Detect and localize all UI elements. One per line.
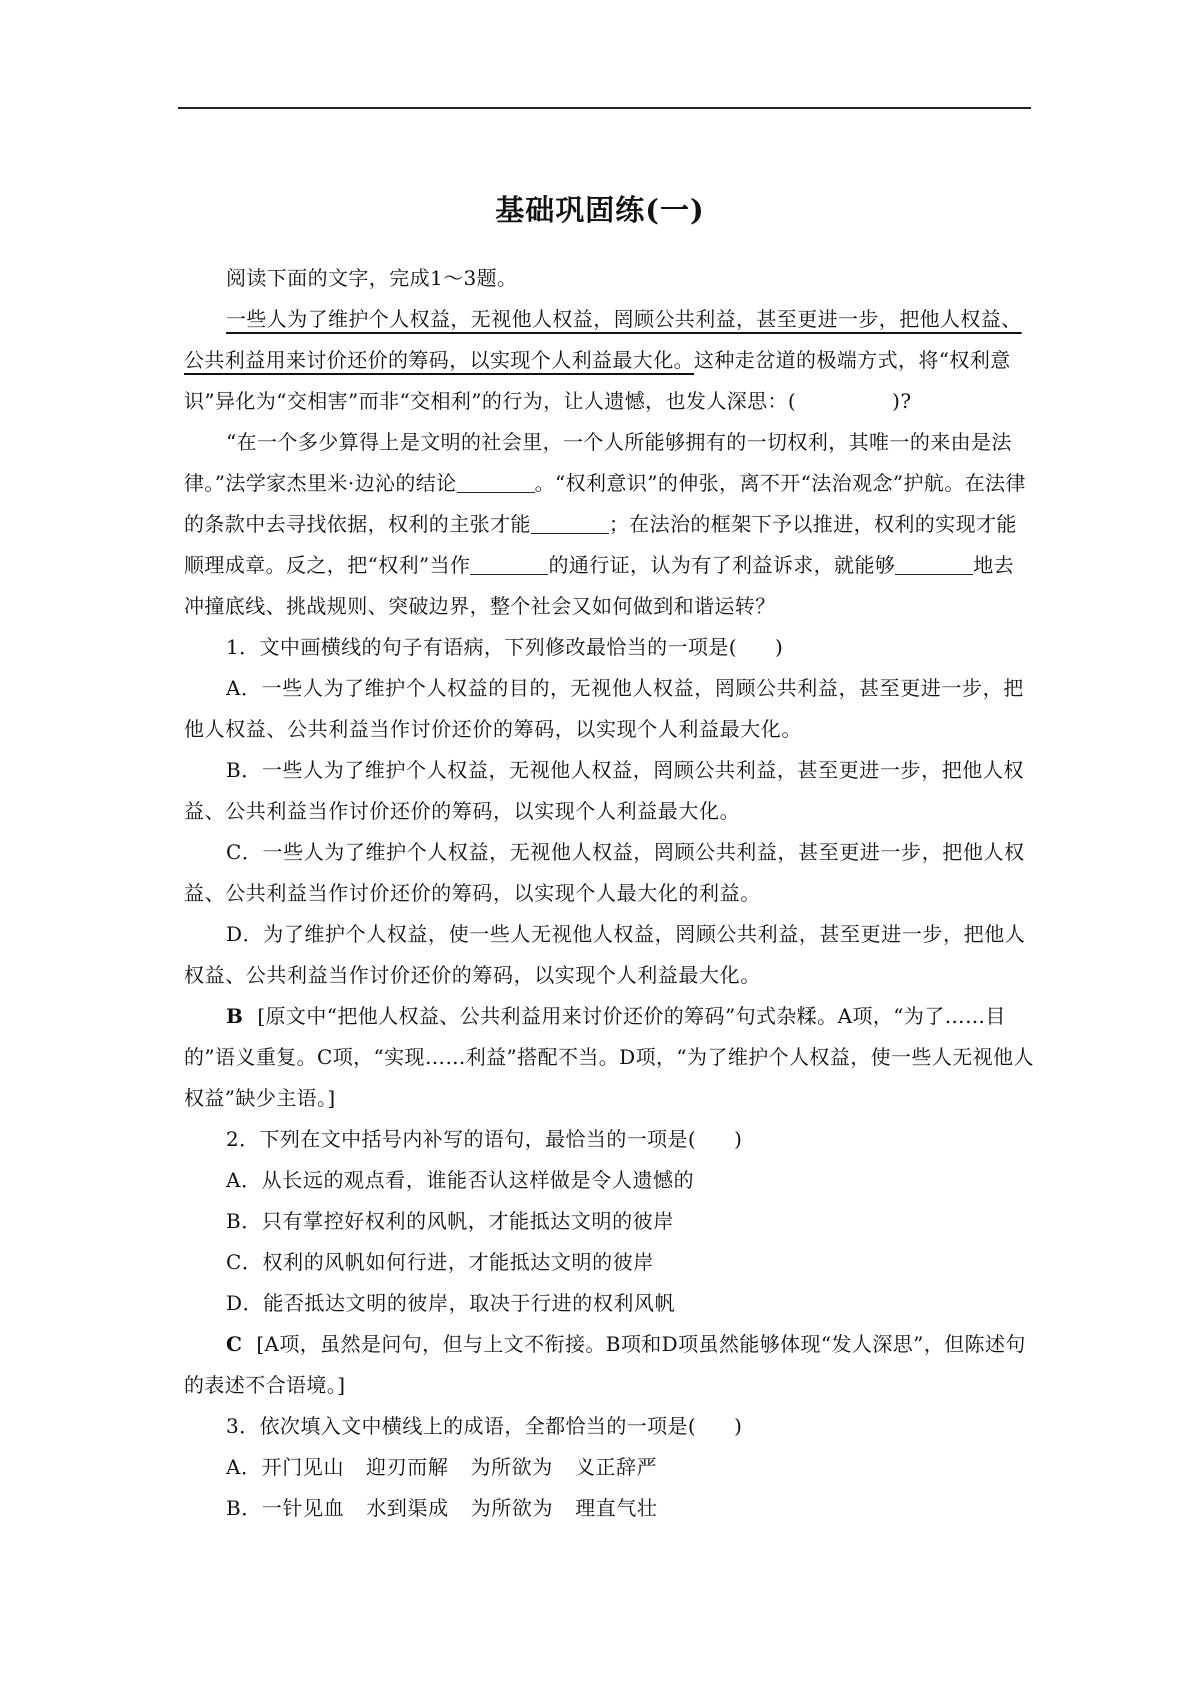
idiom: 义正辞严 [574,1455,658,1479]
question-2-option-d: D．能否抵达文明的彼岸，取决于行进的权利风帆 [226,1291,676,1315]
header-rule [178,107,1031,109]
question-3-stem [184,1406,1034,1447]
underlined-sentence: 一些人为了维护个人权益，无视他人权益，罔顾公共利益，甚至更进一步，把他人权益、公共利益用来讨价还价的筹码，以实现个人利益最大化。 [184,307,1022,372]
question-1-answer [184,996,1034,1119]
question-2-option-b: B．只有掌控好权利的风帆，才能抵达文明的彼岸 [226,1209,674,1233]
page-title: 基础巩固练(一) [495,193,705,227]
question-1-option-a: A．一些人为了维护个人权益的目的，无视他人权益，罔顾公共利益，甚至更进一步，把他人权益、公共利益当作讨价还价的筹码，以实现个人利益最大化。 [184,676,1024,741]
fill-blank-1 [457,472,535,493]
question-1-option-c: C．一些人为了维护个人权益，无视他人权益，罔顾公共利益，甚至更进一步，把他人权益、公共利益当作讨价还价的筹码，以实现个人最大化的利益。 [184,840,1025,905]
fill-blank-4 [895,554,973,575]
question-3-option-b [184,1488,1034,1529]
answer-letter: C [226,1332,243,1356]
fill-blank-3 [470,554,548,575]
question-text: ) [734,1414,743,1438]
question-text: ) [734,1127,743,1151]
reading-instruction: 阅读下面的文字，完成1～3题。 [226,266,518,290]
passage-paragraph-1 [184,299,1034,422]
passage-text: 这种走岔道的极端方式，将“权利意识”异化为“交相害”而非“交相利”的行为，让人遗憾，也发人深思：( [184,348,1011,413]
passage-text: ；在法治的框架下予以推进，权利的实现才能顺理成章。反之，把“权利”当作 [184,512,1017,577]
question-2-stem [184,1119,1034,1160]
idiom: 理直气壮 [575,1496,658,1520]
answer-explanation: [原文中“把他人权益、公共利益用来讨价还价的筹码”句式杂糅。A项，“为了……目的”语义重复。C项，“实现……利益”搭配不当。D项，“为了维护个人权益，使一些人无视他人权益”缺少主语。] [184,1004,1034,1110]
question-text: 3．依次填入文中横线上的成语，全都恰当的一项是( [226,1414,697,1438]
document-body [184,258,1034,1529]
question-1-stem [184,627,1034,668]
question-2-option-c: C．权利的风帆如何行进，才能抵达文明的彼岸 [226,1250,654,1274]
passage-text: )? [892,389,912,413]
question-text: 1．文中画横线的句子有语病，下列修改最恰当的一项是( [226,635,737,659]
passage-text: 的通行证，认为有了利益诉求，就能够 [548,553,896,577]
question-text: ) [774,635,784,659]
passage-paragraph-2 [184,422,1034,627]
question-1-option-d: D．为了维护个人权益，使一些人无视他人权益，罔顾公共利益，甚至更进一步，把他人权益、公共利益当作讨价还价的筹码，以实现个人利益最大化。 [184,922,1026,987]
question-2-answer [184,1324,1034,1406]
idiom: 水到渠成 [366,1496,449,1520]
idiom: 为所欲为 [470,1455,553,1479]
answer-explanation: [A项，虽然是问句，但与上文不衔接。B项和D项虽然能够体现“发人深思”，但陈述句的表述不合语境。] [184,1332,1026,1397]
fill-blank-2 [531,513,609,534]
idiom: A．开门见山 [226,1455,345,1479]
passage-text: 。“权利意识”的伸张，离不开“法治观念”护航。在法律的条款中去寻找依据，权利的主张才能 [184,471,1026,536]
answer-letter: B [226,1004,244,1028]
question-3-option-a [184,1447,1034,1488]
idiom: 为所欲为 [470,1496,554,1520]
question-1-option-b: B．一些人为了维护个人权益，无视他人权益，罔顾公共利益，甚至更进一步，把他人权益、公共利益当作讨价还价的筹码，以实现个人利益最大化。 [184,758,1025,823]
question-2-option-a: A．从长远的观点看，谁能否认这样做是令人遗憾的 [226,1168,695,1192]
question-text: 2．下列在文中括号内补写的语句，最恰当的一项是( [226,1127,697,1151]
passage-text: 地去冲撞底线、挑战规则、突破边界，整个社会又如何做到和谐运转？ [184,553,1015,618]
idiom: B．一针见血 [226,1496,345,1520]
passage-text: “在一个多少算得上是文明的社会里，一个人所能够拥有的一切权利，其唯一的来由是法律。”法学家杰里米·边沁的结论 [184,430,1012,495]
idiom: 迎刃而解 [366,1455,449,1479]
